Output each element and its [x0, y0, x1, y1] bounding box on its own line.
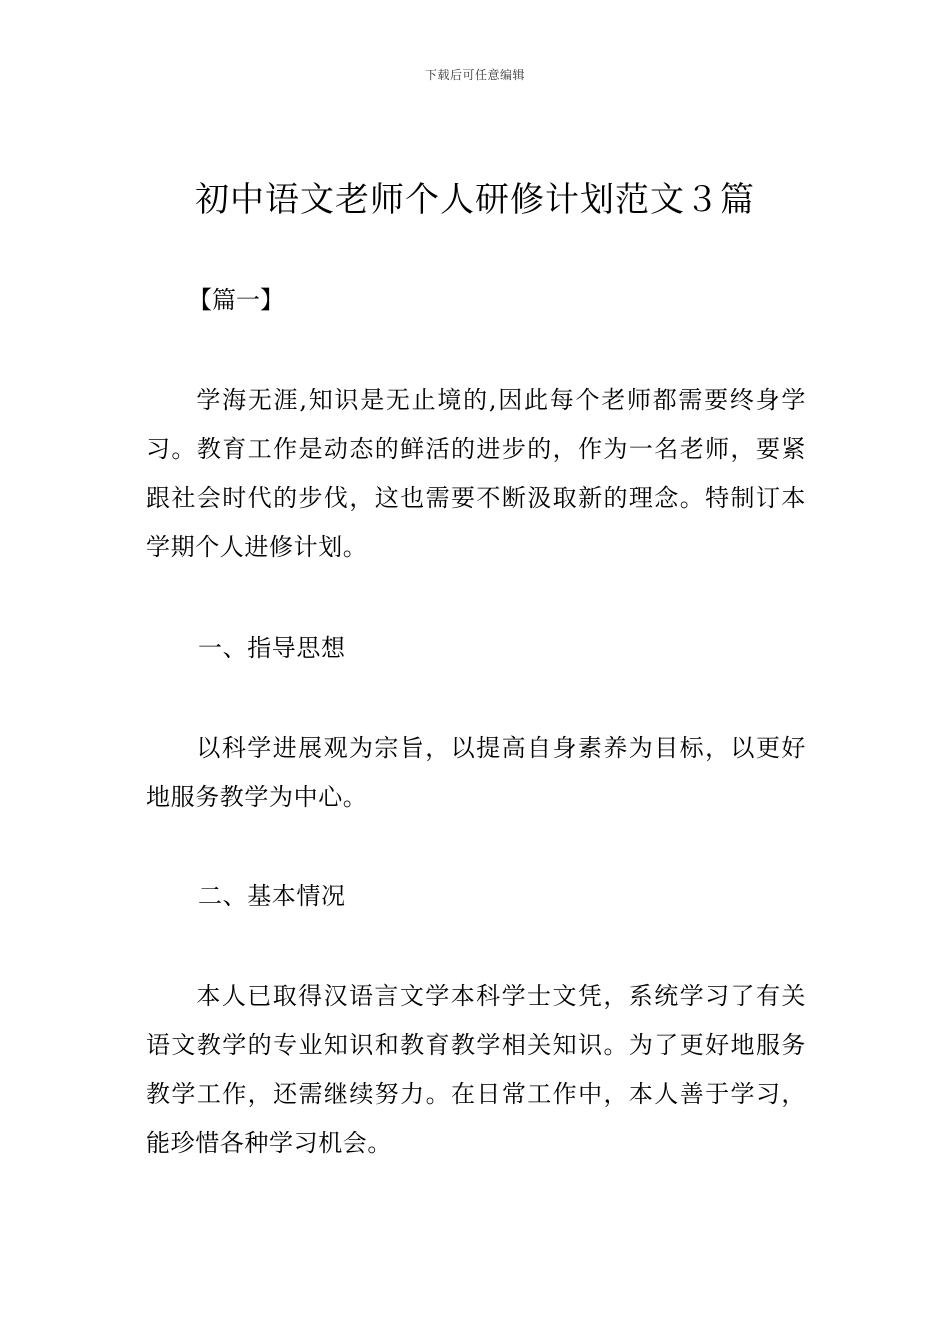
heading-block — [146, 872, 806, 921]
paragraph-block — [146, 724, 806, 822]
header-note: 下载后可任意编辑 — [424, 68, 525, 82]
paragraph-block — [146, 972, 806, 1168]
paragraph-intro: 学海无涯,知识是无止境的,因此每个老师都需要终身学习。教育工作是动态的鲜活的进步的，作为一名老师，要紧跟社会时代的步伐，这也需要不断汲取新的理念。特制订本学期个人进修计划。 — [146, 386, 806, 561]
section-heading-basic-situation: 二、基本情况 — [198, 882, 346, 910]
paragraph-block — [146, 376, 806, 572]
paragraph-guiding-ideology: 以科学进展观为宗旨，以提高自身素养为目标，以更好地服务教学为中心。 — [146, 734, 806, 811]
document-title: 初中语文老师个人研修计划范文３篇 — [195, 180, 755, 220]
paragraph-basic-situation: 本人已取得汉语言文学本科学士文凭，系统学习了有关语文教学的专业知识和教育教学相关知识。为了更好地服务教学工作，还需继续努力。在日常工作中，本人善于学习，能珍惜各种学习机会。 — [146, 982, 806, 1157]
section-heading-guiding-ideology: 一、指导思想 — [198, 634, 346, 662]
section-tag: 【篇一】 — [188, 286, 284, 314]
heading-block — [146, 624, 806, 673]
